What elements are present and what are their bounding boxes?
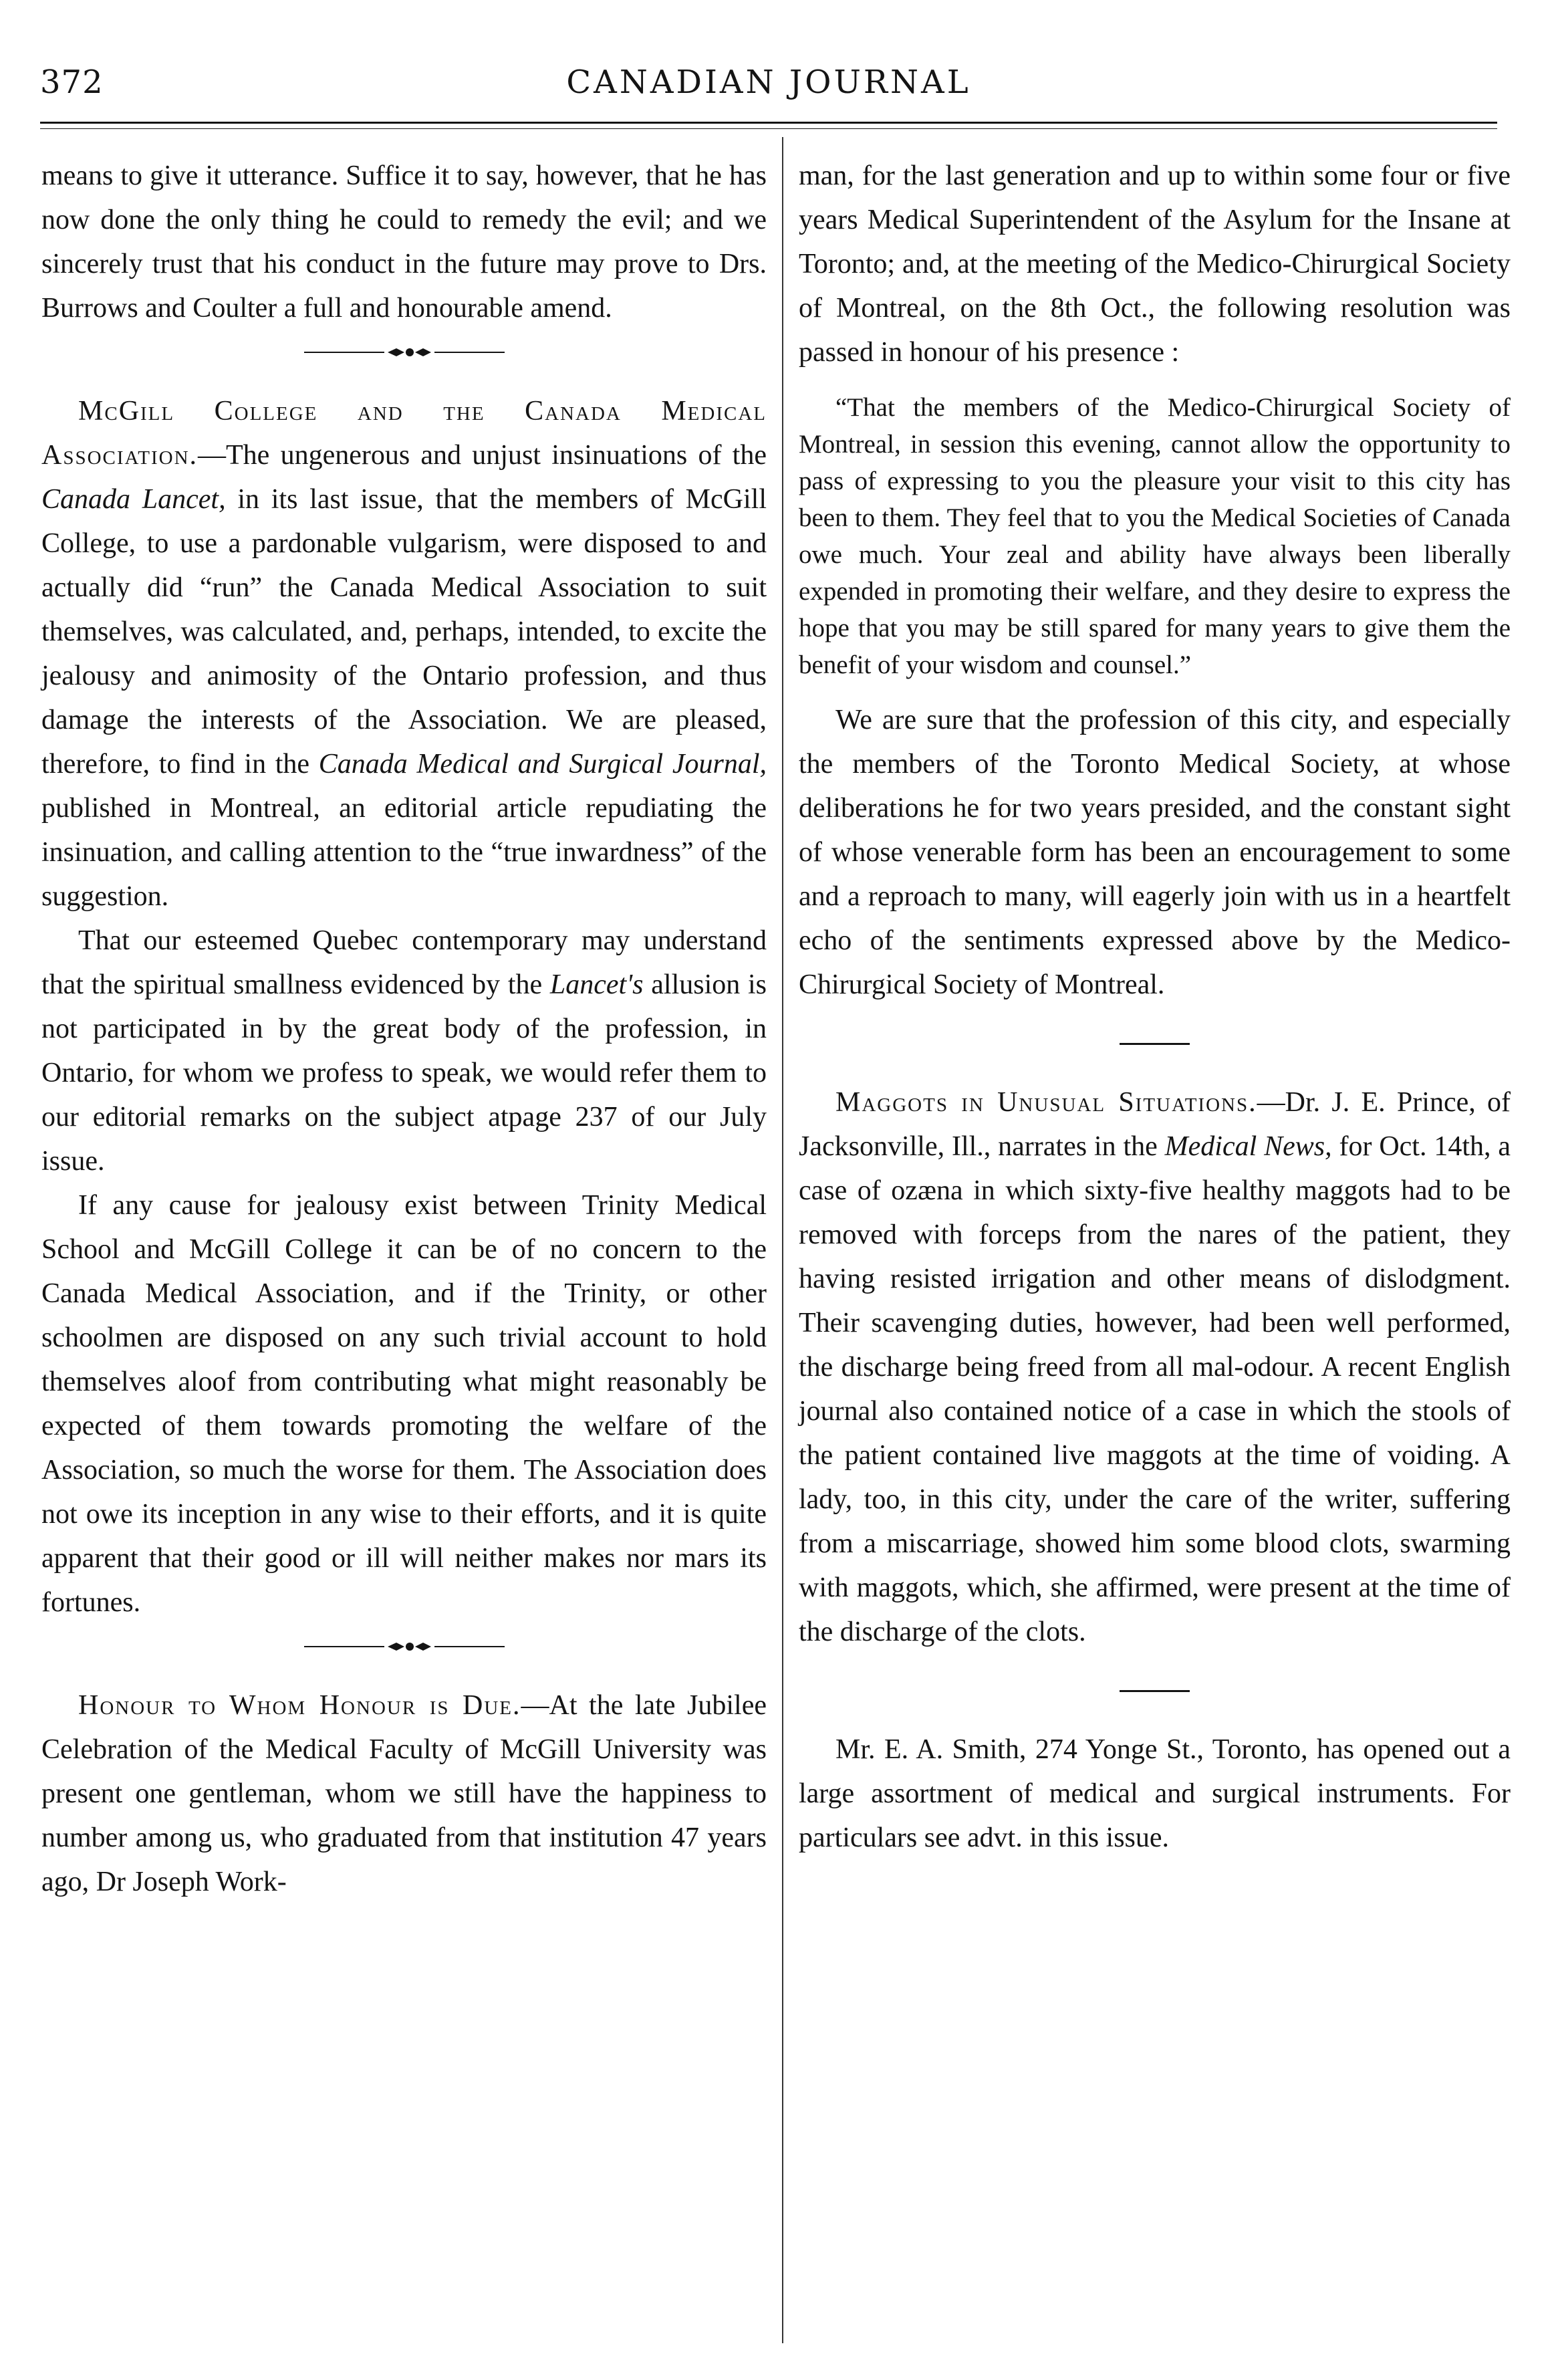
left-column — [41, 154, 767, 1904]
paragraph-trinity: If any cause for jealousy exist between Trinity Medical School and McGill College it can be of no concern to the Canada Medical Association, and if the Trinity, or other schoolmen are disposed on any such trivial account to hold themselves aloof from contributing what might reasonably be expected of them towards promoting the welfare of the Association, so much the worse for them. The Association does not owe its inception in any wise to their efforts, and it is quite apparent that their good or ill will neither makes nor mars its fortunes. — [41, 1190, 767, 1618]
notice-smith: Mr. E. A. Smith, 274 Yonge St., Toronto, has opened out a large assortment of medical and surgical instruments. For particulars see advt. in this issue. — [799, 1734, 1511, 1853]
section-rule — [799, 1669, 1511, 1713]
header-rule — [40, 122, 1497, 124]
page-header — [40, 64, 1497, 110]
paragraph-burrows-coulter: means to give it utterance. Suffice it to say, however, that he has now done the only thing he could to remedy the evil; and we sincerely trust that his conduct in the future may prove to Drs. Burrows and Coulter a full and honourable amend. — [41, 160, 767, 324]
resolution-quote: “That the members of the Medico-Chirurgical Society of Montreal, in session this evening, cannot allow the opportunity to pass of expressing to you the pleasure your visit to this city has been to them. They feel that to you the Medical Societies of Canada owe much. Your zeal and ability have always been liberally expended in promoting their welfare, and they desire to express the hope that you may be still spared for many years to give them the benefit of your wisdom and counsel.” — [799, 393, 1511, 679]
section-rule — [799, 1022, 1511, 1066]
header-rule-thin — [40, 128, 1497, 129]
paragraph-toronto-society: We are sure that the profession of this city, and especially the members of the Toronto Medical Society, at whose deliberations he for two years presided, and the constant sight of whose venerable form has been an encouragement to some and a reproach to many, will eagerly join with us in a heartfelt echo of the sentiments expressed above by the Medico-Chirurgical Society of Montreal. — [799, 705, 1511, 1000]
paragraph-workman: man, for the last generation and up to within some four or five years Medical Superintendent of the Asylum for the Insane at Toronto; and, at the meeting of the Medico-Chirurgical Society of Montreal, on the 8th Oct., the following resolution was passed in honour of his presence : — [799, 160, 1511, 368]
article-maggots: Maggots in Unusual Situations.—Dr. J. E. Prince, of Jacksonville, Ill., narrates in the Medical News, for Oct. 14th, a case of ozæna in which sixty-five healthy maggots had to be removed with forceps from the nares of the patient, they having resisted irrigation and other means of dislodgment. Their scavenging duties, however, had been well performed, the discharge being freed from all mal-odour. A recent English journal also contained notice of a case in which the stools of the patient contained live maggots at the time of voiding. A lady, too, in this city, under the care of the writer, suffering from a miscarriage, showed him some blood clots, swarming with maggots, which, she affirmed, were present at the time of the discharge of the clots. — [799, 1087, 1511, 1647]
section-ornament — [41, 330, 767, 374]
ornament-rule-icon — [304, 346, 505, 359]
article-mcgill: McGill College and the Canada Medical Association.—The ungenerous and unjust insinuations of the Canada Lancet, in its last issue, that the members of McGill College, to use a pardonable vulgarism, were disposed to and actually did “run” the Canada Medical Association to suit themselves, was calculated, and, perhaps, intended, to excite the jealousy and animosity of the Ontario profession, and thus damage the interests of the Association. We are pleased, therefore, to find in the Canada Medical and Surgical Journal, published in Montreal, an editorial article repudiating the insinuation, and calling attention to the “true inwardness” of the suggestion. — [41, 396, 767, 912]
title-canada-medical-journal: Canada Medical and Surgical Journal, — [318, 749, 767, 780]
section-ornament — [41, 1625, 767, 1669]
title-medical-news: Medical News, — [1164, 1131, 1332, 1162]
paragraph-quebec: That our esteemed Quebec contemporary may understand that the spiritual smallness evidenced by the Lancet's allusion is not participated in by the great body of the profession, in Ontario, for whom we profess to speak, we would refer them to our editorial remarks on the subject atpage 237 of our July issue. — [41, 925, 767, 1177]
heading-mcgill: McGill College and the Canada Medical Association. — [41, 396, 767, 471]
heading-maggots: Maggots in Unusual Situations. — [835, 1087, 1257, 1118]
running-title: CANADIAN JOURNAL — [566, 64, 971, 101]
article-honour: Honour to Whom Honour is Due.—At the late Jubilee Celebration of the Medical Faculty of McGill University was present one gentleman, whom we still have the happiness to number among us, who graduated from that institution 47 years ago, Dr Joseph Work- — [41, 1690, 767, 1897]
heading-honour: Honour to Whom Honour is Due. — [78, 1690, 521, 1721]
ornament-rule-icon — [304, 1640, 505, 1653]
column-divider — [782, 137, 783, 2343]
page-number: 372 — [40, 64, 104, 101]
right-column — [799, 154, 1511, 1860]
title-canada-lancet: Canada Lancet, — [41, 484, 226, 515]
